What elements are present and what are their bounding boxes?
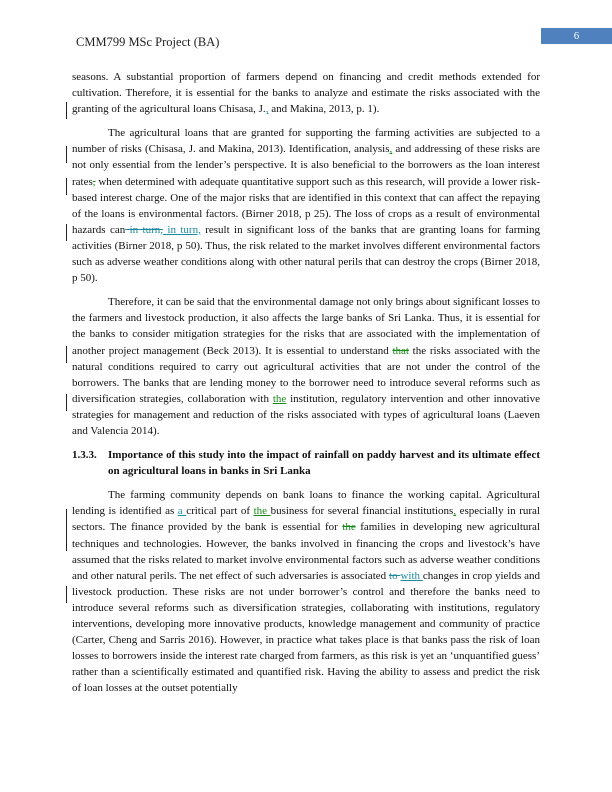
- tracked-insertion: a: [177, 505, 187, 518]
- tracked-deletion: the: [342, 521, 356, 534]
- tracked-insertion: the: [253, 505, 271, 518]
- section-number: 1.3.3.: [72, 449, 97, 462]
- revision-change-bar: [66, 178, 67, 195]
- tracked-insertion: ,: [453, 505, 457, 518]
- tracked-insertion: ,: [265, 103, 269, 116]
- revision-change-bar: [66, 586, 67, 603]
- tracked-insertion: ,: [389, 143, 393, 156]
- revision-change-bar: [66, 509, 67, 551]
- revision-change-bar: [66, 346, 67, 363]
- paragraph: The farming community depends on bank loans to finance the working capital. Agricultural lending is identified as a critical part of the business for several financial institutions, especially in rural sectors. The finance provided by the bank is essential for the families in developing new agricultural techniques and technologies. However, the banks involved in financing the crops and livestock’s have assumed that the risks related to market involve environmental factors such as adverse weather conditions and other natural perils. The net effect of such adversaries is associated to with changes in crop yields and livestock production. These risks are not under borrower’s control and therefore the banks need to introduce several reforms such as diversification strategies, collaborating with institutions, regulatory interventions, developing more innovative products, knowledge management and community of practice (Carter, Cheng and Sarris 2016). However, in practice what takes place is that banks pass the risk of loan losses to borrowers inside the interest rate charged from farmers, as this risk is yet an ‘unquantified guess’ rather than a scientifically estimated and quantified risk. Having the ability to assess and predict the risk of loan losses at the outset potentially: [72, 489, 540, 695]
- tracked-insertion: in turn,: [163, 223, 201, 236]
- paragraph: The agricultural loans that are granted for supporting the farming activities are subjected to a number of risks (Chisasa, J. and Makina, 2013). Identification, analysis, and addressing of these risks are not only essential from the lender’s perspective. It is also beneficial to the borrowers as the loan interest rates, when determined with adequate quantitative support such as this research, will provide a lower risk-based interest charge. One of the major risks that are identified in this context that can affect the repaying of the loans is environmental factors. (Birner 2018, p 25). The loss of crops as a result of environmental hazards can in turn, in turn, result in significant loss of the banks that are granting loans for farming activities (Birner 2018, p 50). Thus, the risk related to the market involves different environmental factors such as adverse weather conditions along with other natural perils that can destroy the crops (Birner 2018, p 50).: [72, 127, 541, 285]
- page-number-badge: 6: [541, 28, 612, 44]
- document-body: [72, 69, 540, 704]
- document-header-title: CMM799 MSc Project (BA): [76, 35, 220, 49]
- tracked-insertion: the: [272, 392, 287, 405]
- section-heading: [72, 447, 540, 479]
- tracked-deletion: ,: [92, 175, 96, 188]
- revision-change-bar: [66, 394, 67, 411]
- paragraph: Therefore, it can be said that the environmental damage not only brings about significant losses to the farmers and livestock production, it also affects the large banks of Sri Lanka. Thus, it is essential for the banks to consider mitigation strategies for the risks that are associated with the implementation of another project management (Beck 2013). It is essential to understand that the risks associated with the natural conditions required to carry out agricultural activities that are not under the control of the borrowers. The banks that are lending money to the borrower need to introduce several reforms such as diversification strategies, collaboration with the institution, regulatory intervention and other innovative strategies for management and reduction of the risks associated with types of agricultural loans (Laeven and Valencia 2014).: [72, 296, 540, 437]
- section-title: Importance of this study into the impact of rainfall on paddy harvest and its ultimate effect on agricultural loans in banks in Sri Lanka: [108, 449, 540, 478]
- revision-change-bar: [66, 224, 67, 241]
- tracked-deletion: that: [392, 344, 409, 357]
- revision-change-bar: [66, 102, 67, 119]
- paragraph: seasons. A substantial proportion of farmers depend on financing and credit methods extended for cultivation. Therefore, it is essential for the banks to analyze and estimate the risks associated with the granting of the agricultural loans Chisasa, J., and Makina, 2013, p. 1).: [72, 71, 540, 116]
- tracked-deletion: in turn,: [125, 223, 164, 236]
- tracked-insertion: with: [400, 569, 423, 582]
- tracked-deletion: to: [389, 569, 401, 582]
- revision-change-bar: [66, 146, 67, 163]
